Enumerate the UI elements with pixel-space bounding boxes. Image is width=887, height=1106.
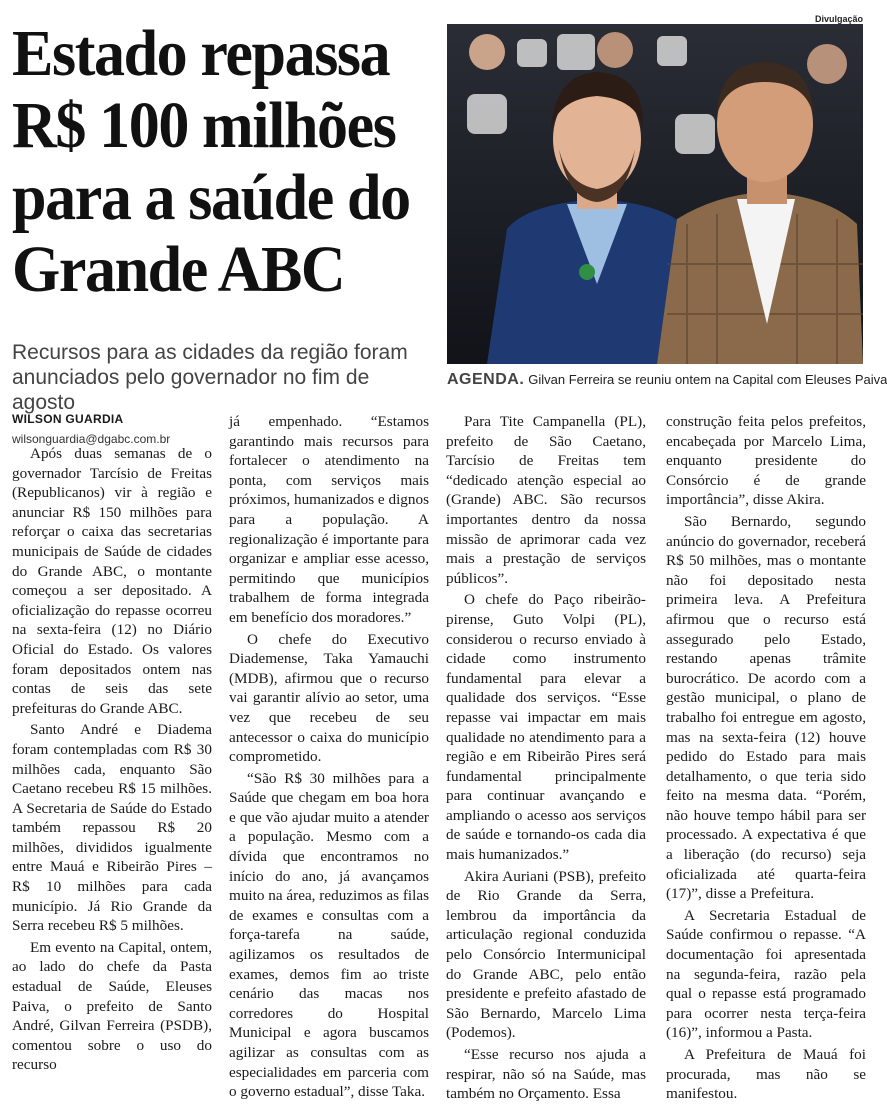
paragraph: Após duas semanas de o governador Tarcísio de Freitas (Republicanos) vir à região e anunciar R$ 150 milhões para reforçar o caixa das secretarias municipais de Saúde de cidades do Grande ABC, o montante começou a ser depositado. A oficialização do repasse ocorreu na sexta-feira (12) no Diário Oficial do Estado. Os valores foram depositados ontem nas contas de seis das sete prefeituras do Grande ABC. <box>12 445 212 717</box>
caption-kicker: AGENDA. <box>447 371 525 388</box>
paragraph: Em evento na Capital, ontem, ao lado do chefe da Pasta estadual de Saúde, Eleuses Paiva, o prefeito de Santo André, Gilvan Ferreira (PSDB), comentou sobre o uso do recurso <box>12 938 212 1074</box>
caption-text: Gilvan Ferreira se reuniu ontem na Capital com Eleuses Paiva <box>528 372 887 387</box>
article-column-2 <box>229 412 429 1104</box>
paragraph: já empenhado. “Estamos garantindo mais recursos para fortalecer o atendimento na ponta, com serviços mais próximos, humanizados e dignos para a população. A regionalização é importante para organizar e ampliar esse acesso, permitindo que municípios trabalhem de forma integrada em benefício dos moradores.” <box>229 413 429 626</box>
byline-author: WILSON GUARDIA <box>12 412 124 426</box>
paragraph: Santo André e Diadema foram contempladas com R$ 30 milhões cada, enquanto São Caetano recebeu R$ 15 milhões. A Secretaria de Saúde do Estado também repassou R$ 20 milhões, divididos igualmente entre Mauá e Ribeirão Pires – R$ 10 milhões para cada município. Já Rio Grande da Serra recebeu R$ 5 milhões. <box>12 721 212 935</box>
article-column-1 <box>12 444 212 1077</box>
deck-subheadline: Recursos para as cidades da região foram anunciados pelo governador no fim de agosto <box>12 341 408 414</box>
photo-caption <box>447 371 887 389</box>
paragraph: O chefe do Paço ribeirão-pirense, Guto Volpi (PL), considerou o recurso enviado à cidade como instrumento fundamental para elevar a qualidade dos serviços. “Esse repasse vai impactar em mais qualidade no atendimento para a região e em Ribeirão Pires será fundamental principalmente para continuar avançando e ampliando o acesso aos serviços de saúde e tornando-os cada dia mais humanizados.” <box>446 591 646 864</box>
paragraph: “São R$ 30 milhões para a Saúde que chegam em boa hora e que vão ajudar muito a atender a população. Mesmo com a dívida que encontramos no início do ano, já avançamos muito na área, reduzimos as filas de exames e consultas com a força-tarefa na saúde, agilizamos os resultados de exames, demos fim ao triste cenário das macas nos corredores do Hospital Municipal e agora buscamos agilizar as consultas com as especialidades em parceria com o governo estadual”, disse Taka. <box>229 769 429 1101</box>
paragraph: Akira Auriani (PSB), prefeito de Rio Grande da Serra, lembrou da importância da articulação regional conduzida pelo Consórcio Intermunicipal do Grande ABC, pelo então presidente e prefeito afastado de São Bernardo, Marcelo Lima (Podemos). <box>446 867 646 1042</box>
byline-email[interactable]: wilsonguardia@dgabc.com.br <box>12 432 171 446</box>
paragraph: São Bernardo, segundo anúncio do governador, receberá R$ 50 milhões, mas o montante não foi depositado nesta primeira leva. A Prefeitura afirmou que o recurso está assegurado pelo Estado, restando apenas trâmite burocrático. De acordo com a gestão municipal, o plano de trabalho foi entregue em agosto, mas na sexta-feira (12) houve pedido do Estado para mais detalhamento, o que teria sido feito na mesma data. “Porém, não houve tempo hábil para ser processado. A expectativa é que a liberação (do recurso) seja oficializada até quarta-feira (17)”, disse a Prefeitura. <box>666 512 866 903</box>
paragraph: Para Tite Campanella (PL), prefeito de São Caetano, Tarcísio de Freitas tem “dedicado atenção especial ao (Grande) ABC. São recursos importantes dentro da nossa missão de aprimorar cada vez mais a prestação de serviços públicos”. <box>446 413 646 587</box>
paragraph: “Esse recurso nos ajuda a respirar, não só na Saúde, mas também no Orçamento. Essa <box>446 1046 646 1103</box>
paragraph: construção feita pelos prefeitos, encabeçada por Marcelo Lima, enquanto presidente do Consórcio é de grande importância”, disse Akira. <box>666 413 866 509</box>
article-column-3 <box>446 412 646 1106</box>
paragraph: A Prefeitura de Mauá foi procurada, mas não se manifestou. <box>666 1046 866 1103</box>
photo-illustration <box>447 24 863 364</box>
news-photo <box>447 24 863 364</box>
byline <box>12 412 170 446</box>
paragraph: A Secretaria Estadual de Saúde confirmou o repasse. “A documentação foi apresentada na segunda-feira, razão pela qual o repasse está programado para ocorrer nesta terça-feira (16)”, informou a Pasta. <box>666 906 866 1042</box>
headline: Estado repassa R$ 100 milhões para a saúde do Grande ABC <box>12 17 410 306</box>
paragraph: O chefe do Executivo Diademense, Taka Yamauchi (MDB), afirmou que o recurso vai garantir alívio ao setor, uma vez que recebeu de seu antecessor o caixa do município comprometido. <box>229 630 429 766</box>
photo-credit: Divulgação <box>814 14 863 24</box>
article-column-4 <box>666 412 866 1106</box>
